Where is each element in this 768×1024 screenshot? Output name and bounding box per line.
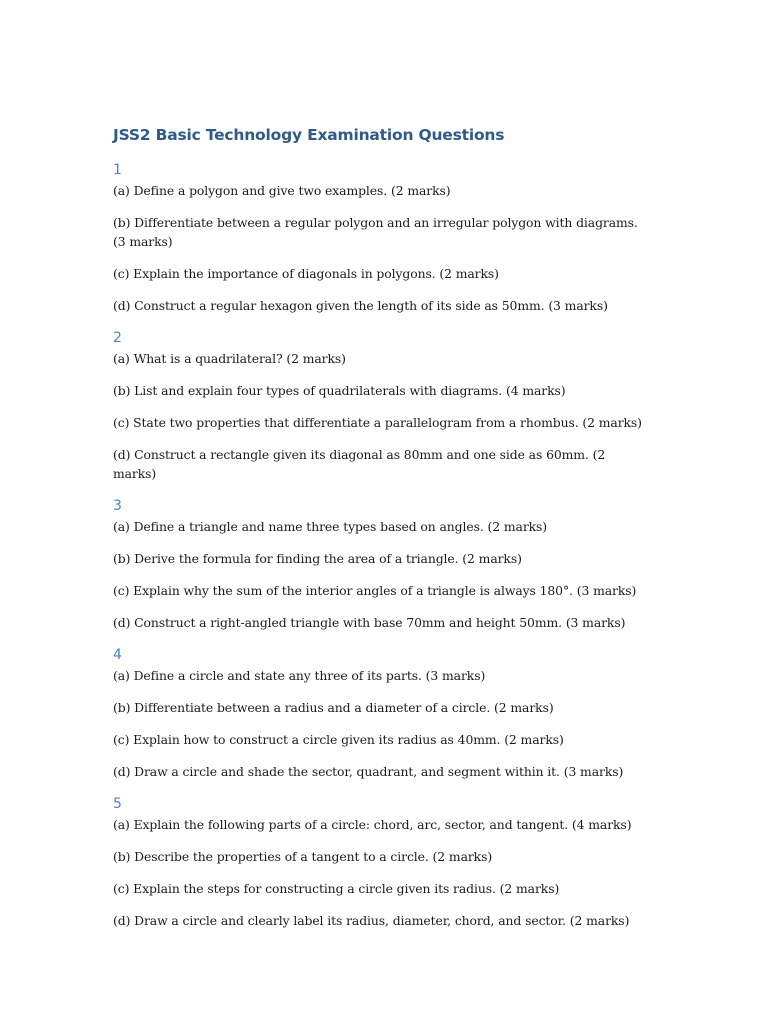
- question-item: (d) Construct a rectangle given its diagonal as 80mm and one side as 60mm. (2 marks): [113, 447, 606, 481]
- question-item: (d) Construct a right-angled triangle with base 70mm and height 50mm. (3 marks): [113, 615, 626, 630]
- question-item: (c) Explain the steps for constructing a circle given its radius. (2 marks): [113, 881, 560, 896]
- question-item: (c) Explain the importance of diagonals in polygons. (2 marks): [113, 266, 499, 281]
- question-item: (d) Draw a circle and clearly label its radius, diameter, chord, and sector. (2 marks): [113, 913, 630, 928]
- question-item: (b) Differentiate between a regular polygon and an irregular polygon with diagrams. (3 marks): [113, 215, 638, 249]
- document-title: JSS2 Basic Technology Examination Questions: [113, 126, 505, 144]
- section-number: 4: [113, 647, 122, 663]
- question-item: (b) Derive the formula for finding the area of a triangle. (2 marks): [113, 551, 522, 566]
- section-number: 3: [113, 498, 122, 514]
- question-section-2: [113, 328, 643, 483]
- question-item: (b) Differentiate between a radius and a diameter of a circle. (2 marks): [113, 700, 554, 715]
- question-item: (a) What is a quadrilateral? (2 marks): [113, 351, 346, 366]
- question-item: (a) Define a polygon and give two examples. (2 marks): [113, 183, 451, 198]
- question-item: (c) Explain why the sum of the interior angles of a triangle is always 180°. (3 marks): [113, 583, 637, 598]
- section-number: 5: [113, 796, 122, 812]
- question-item: (d) Construct a regular hexagon given the length of its side as 50mm. (3 marks): [113, 298, 608, 313]
- section-number: 1: [113, 162, 122, 178]
- question-item: (d) Draw a circle and shade the sector, quadrant, and segment within it. (3 marks): [113, 764, 624, 779]
- document-content: [113, 124, 643, 943]
- question-item: (c) State two properties that differentiate a parallelogram from a rhombus. (2 marks): [113, 415, 642, 430]
- section-number: 2: [113, 330, 122, 346]
- question-section-1: [113, 160, 643, 315]
- question-item: (b) List and explain four types of quadrilaterals with diagrams. (4 marks): [113, 383, 566, 398]
- question-section-4: [113, 645, 643, 781]
- question-item: (b) Describe the properties of a tangent to a circle. (2 marks): [113, 849, 493, 864]
- question-section-3: [113, 496, 643, 632]
- question-item: (a) Explain the following parts of a circle: chord, arc, sector, and tangent. (4 marks): [113, 817, 632, 832]
- question-item: (a) Define a circle and state any three of its parts. (3 marks): [113, 668, 486, 683]
- question-section-5: [113, 794, 643, 930]
- question-item: (a) Define a triangle and name three types based on angles. (2 marks): [113, 519, 548, 534]
- question-item: (c) Explain how to construct a circle given its radius as 40mm. (2 marks): [113, 732, 564, 747]
